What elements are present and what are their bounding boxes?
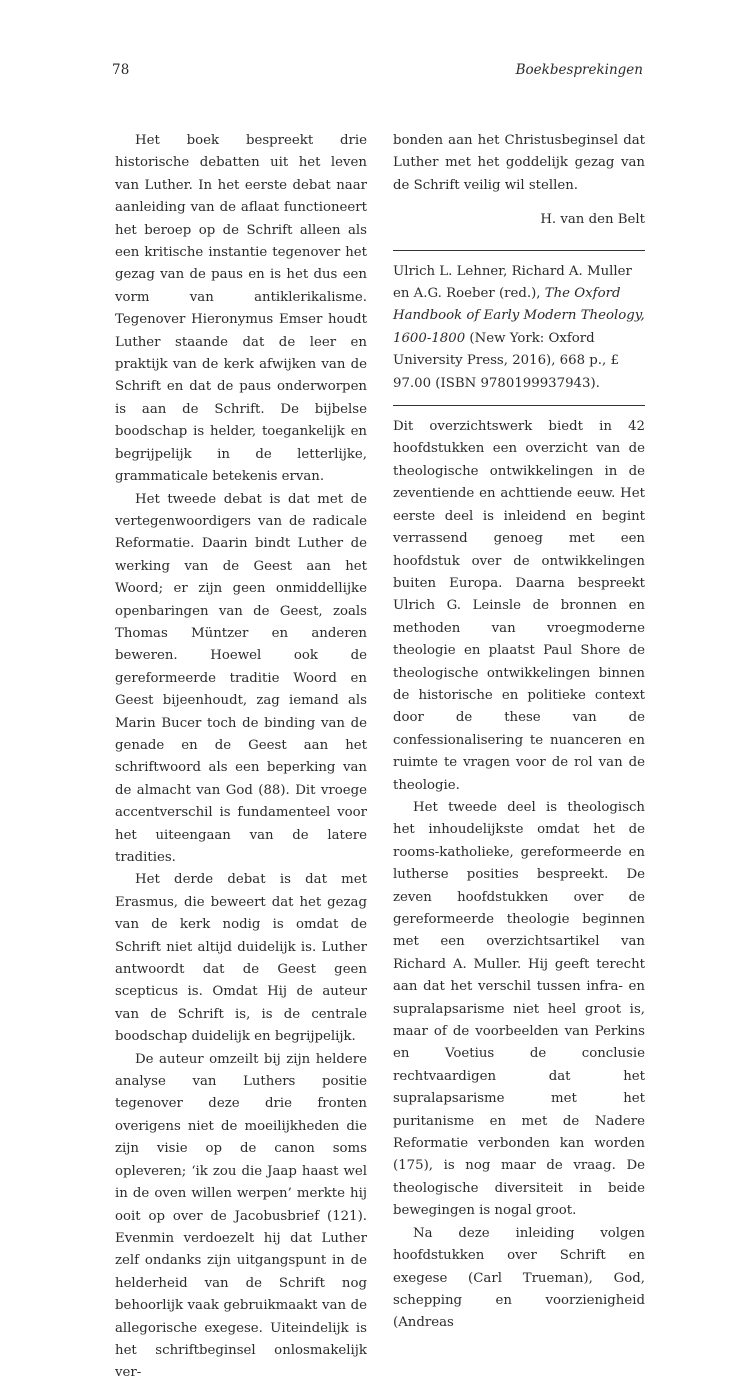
page-number: 78 xyxy=(112,62,130,78)
citation-authors: Ulrich L. Lehner, Richard A. Muller en A.G. Roeber (red.), xyxy=(393,263,632,302)
running-title: Boekbesprekingen xyxy=(515,62,643,78)
divider-bottom xyxy=(393,405,645,406)
paragraph: Het derde debat is dat met Erasmus, die beweert dat het gezag van de kerk nodig is omdat de Schrift niet altijd duidelijk is. Luther antwoordt dat de Geest geen scepticus is. Omdat Hij de auteur van de Schrift is, is de centrale boodschap duidelijk en begrijpelijk. xyxy=(115,872,367,1045)
reviewer-signature: H. van den Belt xyxy=(540,212,645,228)
paragraph: Het tweede deel is theologisch het inhoudelijkste omdat het de rooms-katholieke, gereformeerde en lutherse posities bespreekt. De zeven hoofdstukken over de gereformeerde theologie beginnen met een overzichtsartikel van Richard A. Muller. Hij geeft terecht aan dat het verschil tussen infra- en supralapsarisme niet heel groot is, maar of de voorbeelden van Perkins en Voetius de conclusie rechtvaardigen dat het supralapsarisme met het puritanisme en met de Nadere Reformatie verbonden kan worden (175), is nog maar de vraag. De theologische diversiteit in beide bewegingen is nogal groot. xyxy=(393,799,645,1219)
paragraph: Het boek bespreekt drie historische debatten uit het leven van Luther. In het eerste debat naar aanleiding van de aflaat functioneert het beroep op de Schrift alleen als een kritische instantie tegenover het gezag van de paus en is het dus een vorm van antiklerikalisme. Tegenover Hieronymus Emser houdt Luther staande dat de leer en praktijk van de kerk afwijken van de Schrift en dat de paus onderworpen is aan de Schrift. De bijbelse boodschap is helder, toegankelijk en begrijpelijk in de letterlijke, grammaticale betekenis ervan. xyxy=(115,133,367,485)
citation-publication: (New York: Oxford University Press, 2016), 668 p., £ 97.00 (ISBN 9780199937943). xyxy=(393,330,619,391)
paragraph: Na deze inleiding volgen hoofdstukken over Schrift en exegese (Carl Trueman), God, schepping en voorzienigheid (Andreas xyxy=(393,1225,645,1331)
right-column xyxy=(393,130,645,1335)
paragraph: Het tweede debat is dat met de vertegenwoordigers van de radicale Reformatie. Daarin bindt Luther de werking van de Geest aan het Woord; er zijn geen onmiddellijke openbaringen van de Geest, zoals Thomas Müntzer en anderen beweren. Hoewel ook de gereformeerde traditie Woord en Geest bijeenhoudt, zag iemand als Marin Bucer toch de binding van de genade en de Geest aan het schriftwoord als een beperking van de almacht van God (88). Dit vroege accentverschil is fundamenteel voor het uiteengaan van de latere tradities. xyxy=(115,491,367,865)
continued-paragraph: bonden aan het Christusbeginsel dat Luther met het goddelijk gezag van de Schrift veilig wil stellen. xyxy=(393,133,645,193)
left-column xyxy=(115,130,367,1385)
paragraph: De auteur omzeilt bij zijn heldere analyse van Luthers positie tegenover deze drie fronten overigens niet de moeilijkheden die zijn visie op de canon soms opleveren; ‘ik zou die Jaap haast wel in de oven willen werpen’ merkte hij ooit op over de Jacobusbrief (121). Evenmin verdoezelt hij dat Luther zelf ondanks zijn uitgangspunt in de helderheid van de Schrift nog behoorlijk vaak gebruikmaakt van de allegorische exegese. Uiteindelijk is het schriftbeginsel onlosmakelijk ver- xyxy=(115,1051,367,1381)
book-citation xyxy=(393,261,645,395)
paragraph: Dit overzichtswerk biedt in 42 hoofdstukken een overzicht van de theologische ontwikkelingen in de zeventiende en achttiende eeuw. Het eerste deel is inleidend en begint verrassend genoeg met een hoofdstuk over de ontwikkelingen buiten Europa. Daarna bespreekt Ulrich G. Leinsle de bronnen en methoden van vroegmoderne theologie en plaatst Paul Shore de theologische ontwikkelingen binnen de historische en politieke context door de these van de confessionalisering te nuanceren en ruimte te vragen voor de rol van de theologie. xyxy=(393,419,645,793)
divider-top xyxy=(393,250,645,251)
citation-title: The Oxford Handbook of Early Modern Theology, 1600-1800 xyxy=(393,286,645,346)
